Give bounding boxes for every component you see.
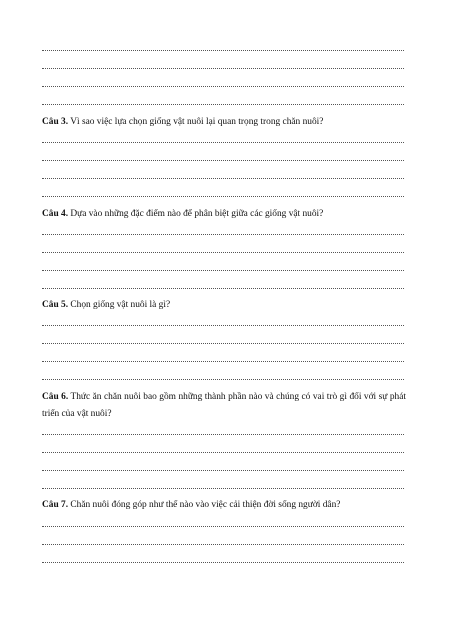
answer-line[interactable] — [42, 452, 404, 453]
question-3 — [42, 114, 406, 131]
answer-line[interactable] — [42, 470, 404, 471]
question-text: Chọn giống vật nuôi là gì? — [68, 300, 171, 310]
answer-line[interactable] — [42, 270, 404, 271]
answer-line[interactable] — [42, 68, 404, 69]
question-number: Câu 6. — [42, 392, 69, 402]
question-number: Câu 3. — [42, 117, 69, 127]
answer-line[interactable] — [42, 234, 404, 235]
question-4 — [42, 206, 406, 223]
answer-line[interactable] — [42, 526, 404, 527]
question-number: Câu 7. — [42, 500, 69, 510]
answer-line[interactable] — [42, 196, 404, 197]
answer-line[interactable] — [42, 142, 404, 143]
answer-line[interactable] — [42, 544, 404, 545]
question-text: Dựa vào những đặc điểm nào để phân biệt giữa các giống vật nuôi? — [68, 209, 324, 219]
question-text: Chăn nuôi đóng góp như thế nào vào việc cải thiện đời sống người dân? — [68, 500, 341, 510]
answer-line[interactable] — [42, 343, 404, 344]
answer-line[interactable] — [42, 325, 404, 326]
question-text: Vì sao việc lựa chọn giống vật nuôi lại quan trọng trong chăn nuôi? — [68, 117, 324, 127]
answer-line[interactable] — [42, 488, 404, 489]
answer-line[interactable] — [42, 252, 404, 253]
answer-line[interactable] — [42, 361, 404, 362]
question-5 — [42, 297, 406, 314]
answer-line[interactable] — [42, 178, 404, 179]
answer-line[interactable] — [42, 104, 404, 105]
question-6 — [42, 389, 406, 423]
answer-line[interactable] — [42, 288, 404, 289]
answer-line[interactable] — [42, 160, 404, 161]
question-text: Thức ăn chăn nuôi bao gồm những thành phần nào và chúng có vai trò gì đối với sự phát triển của vật nuôi? — [42, 392, 406, 419]
answer-line[interactable] — [42, 379, 404, 380]
answer-line[interactable] — [42, 86, 404, 87]
answer-line[interactable] — [42, 50, 404, 51]
question-number: Câu 4. — [42, 209, 69, 219]
question-7 — [42, 497, 406, 514]
answer-line[interactable] — [42, 562, 404, 563]
answer-line[interactable] — [42, 434, 404, 435]
question-number: Câu 5. — [42, 300, 69, 310]
